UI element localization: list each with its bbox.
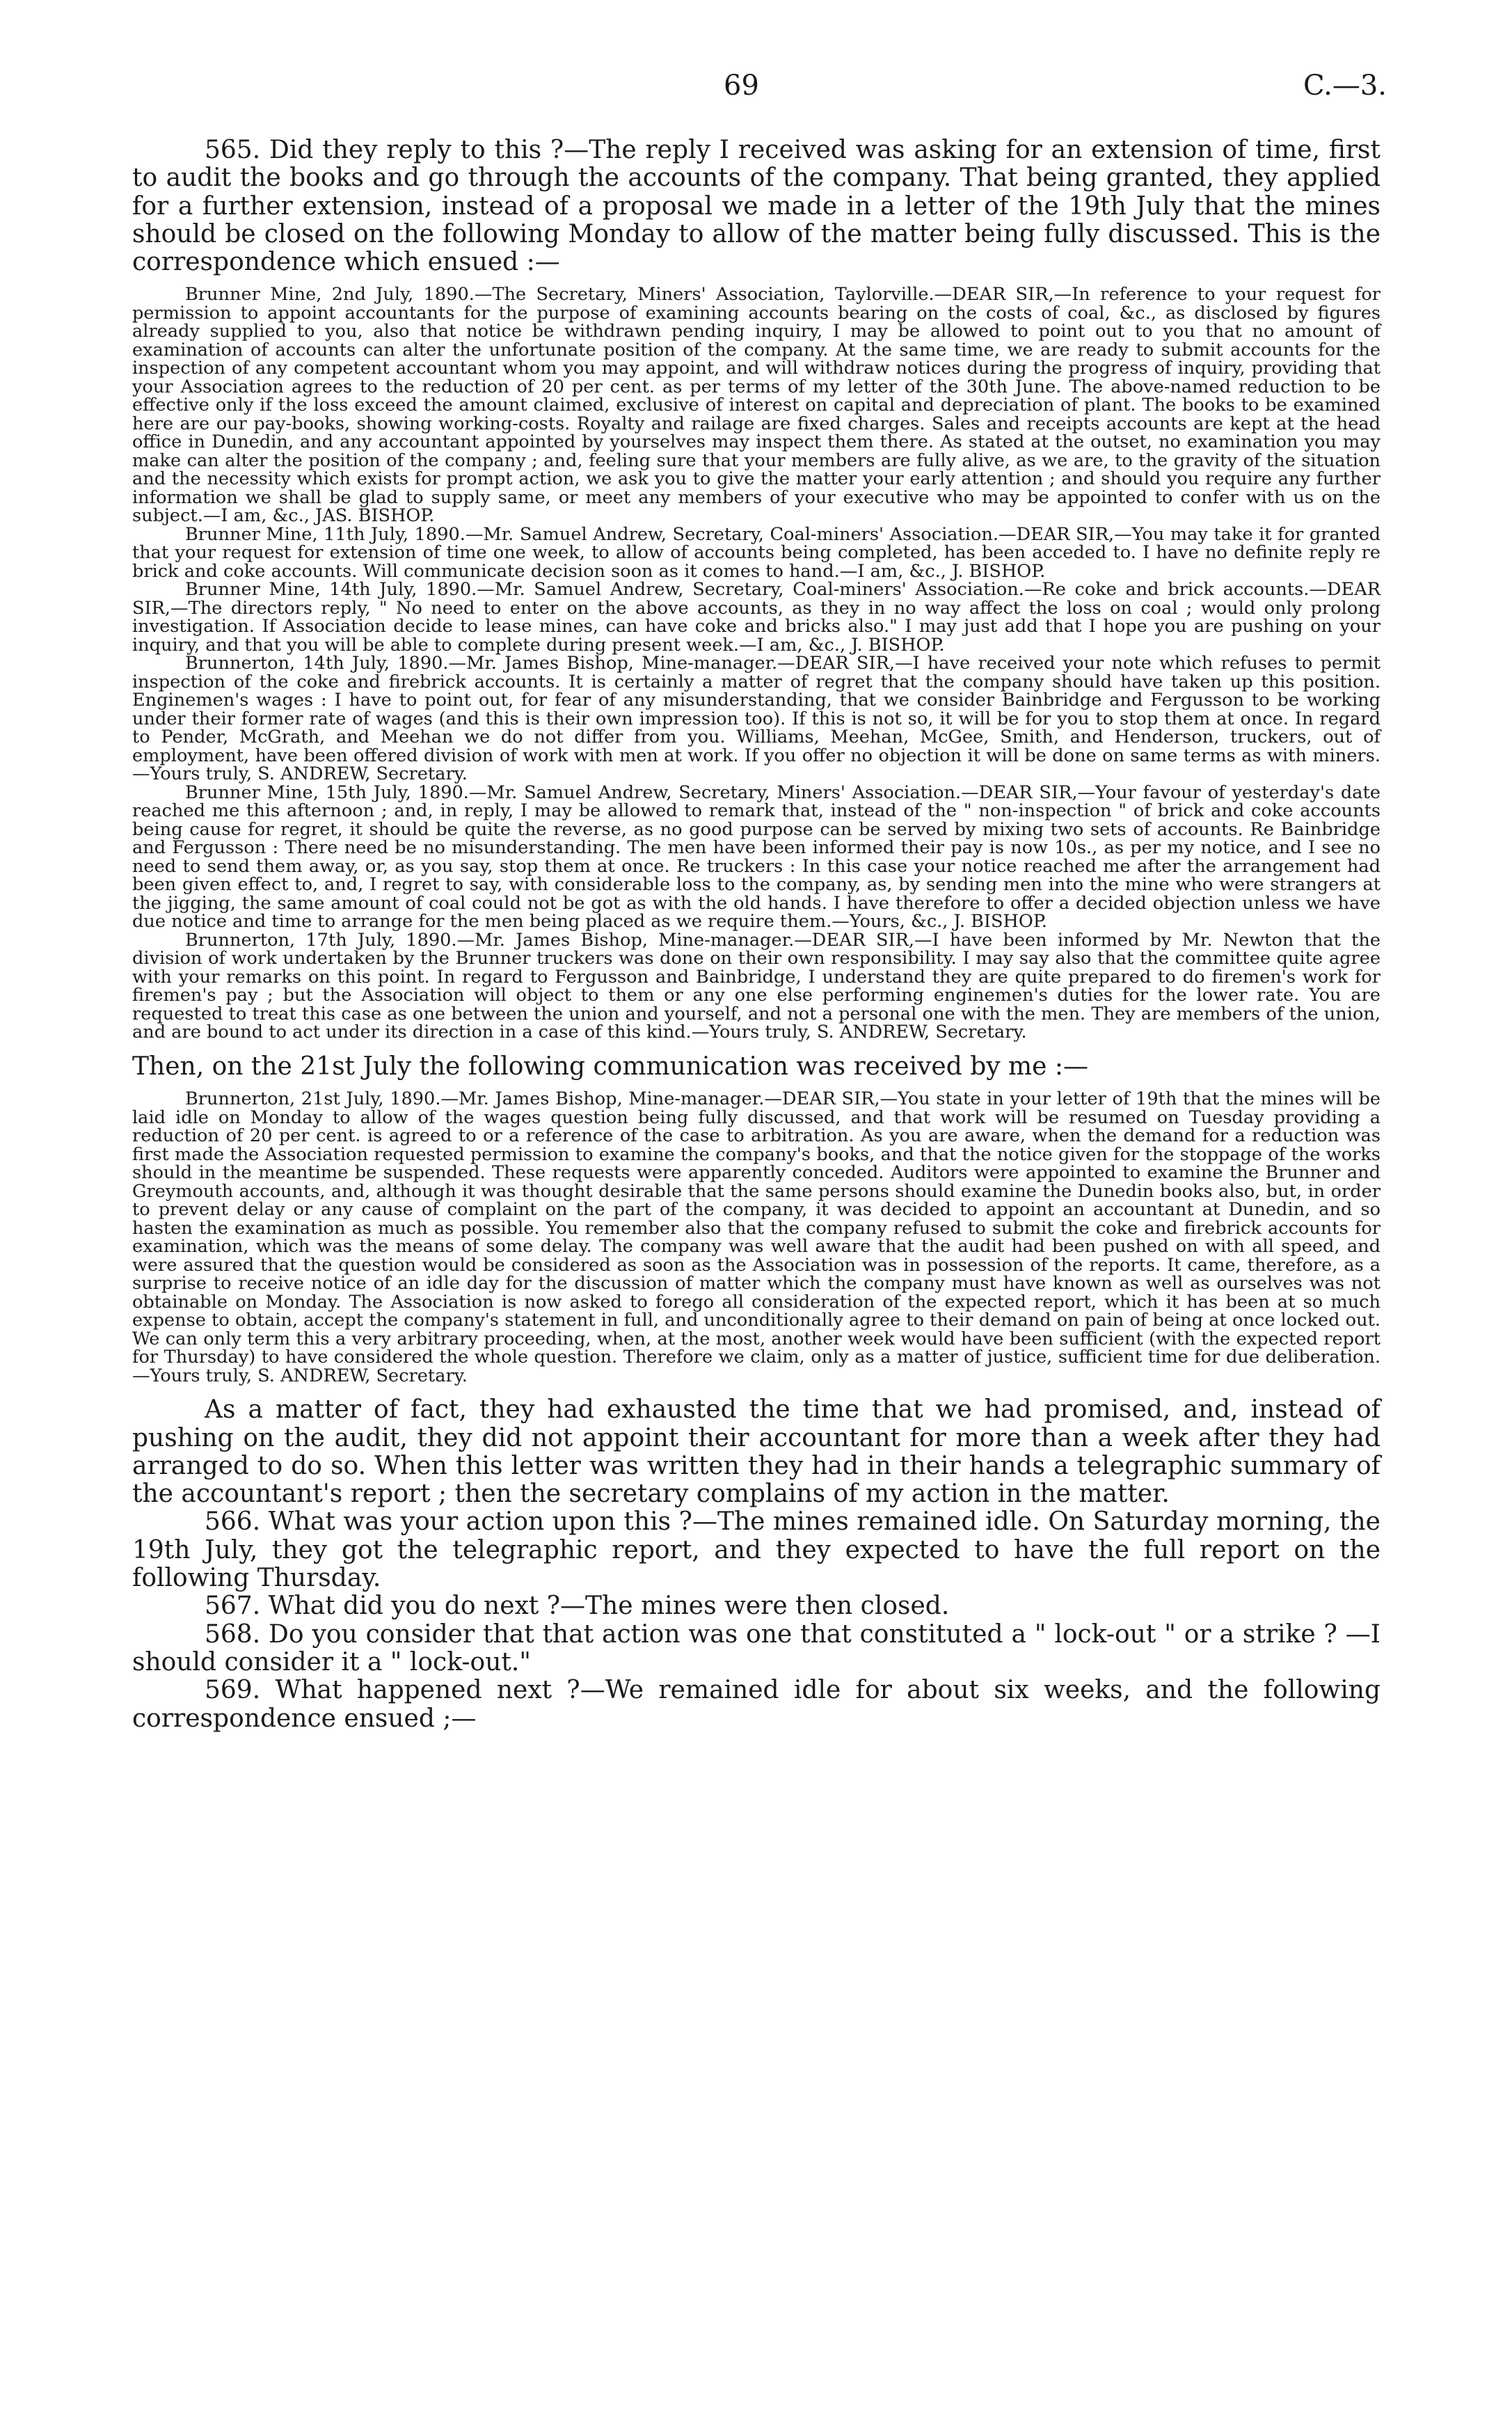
letter-17th-july: Brunnerton, 17th July, 1890.—Mr. James Bishop, Mine-manager.—DEAR SIR,—I have been informed by Mr. Newton that the division of work undertaken by the Brunner truckers was done on their own responsibility. I may say also that the committee quite agree with your remarks on this point. In regard to Fergusson and Bainbridge, I understand they are quite prepared to do firemen's work for firemen's pay ; but the Association will object to them or any one else performing enginemen's duties for the lower rate. You are requested to treat this case as one between the union and yourself, and not a personal one with the men. They are members of the union, and are bound to act under its direction in a case of this kind.—Yours truly, S. ANDREW, Secretary. <box>132 929 1380 1043</box>
letter-14th-july-bishop: Brunner Mine, 14th July, 1890.—Mr. Samuel Andrew, Secretary, Coal-miners' Association.—Re coke and brick accounts.—DEAR SIR,—The directors reply, " No need to enter on the above accounts, as they in no way affect the loss on coal ; would only prolong investigation. If Association decide to lease mines, can have coke and bricks also." I may just add that I hope you are pushing on your inquiry, and that you will be able to complete during present week.—I am, &c., J. BISHOP. <box>132 579 1380 656</box>
paragraph-568: 568. Do you consider that that action was one that constituted a " lock-out " or a strike ? —I should consider it a " lock-out." <box>132 1619 1380 1677</box>
document-reference: C.—3. <box>1303 70 1387 102</box>
paragraph-21st-july-intro: Then, on the 21st July the following communication was received by me :— <box>132 1052 1089 1081</box>
letter-15th-july: Brunner Mine, 15th July, 1890.—Mr. Samuel Andrew, Secretary, Miners' Association.—DEAR SIR,—Your favour of yesterday's date reached me this afternoon ; and, in reply, I may be allowed to remark that, instead of the " non-inspection " of brick and coke accounts being cause for regret, it should be quite the reverse, as no good purpose can be served by mixing two sets of accounts. Re Bainbridge and Fergusson : There need be no misunderstanding. The men have been informed their pay is now 10s., as per my notice, and I see no need to send them away, or, as you say, stop them at once. Re truckers : In this case your notice reached me after the arrangement had been given effect to, and, I regret to say, with considerable loss to the company, as, by sending men into the mine who were strangers at the jigging, the same amount of coal could not be got as with the old hands. I have therefore to offer a decided objection unless we have due notice and time to arrange for the men being placed as we require them.—Yours, &c., J. BISHOP. <box>132 782 1380 933</box>
letter-11th-july: Brunner Mine, 11th July, 1890.—Mr. Samuel Andrew, Secretary, Coal-miners' Association.—DEAR SIR,—You may take it for granted that your request for extension of time one week, to allow of accounts being completed, has been acceded to. I have no definite reply re brick and coke accounts. Will communicate decision soon as it comes to hand.—I am, &c., J. BISHOP. <box>132 523 1380 582</box>
paragraph-567: 567. What did you do next ?—The mines were then closed. <box>205 1592 950 1621</box>
paragraph-569: 569. What happened next ?—We remained idle for about six weeks, and the following correspondence ensued ;— <box>132 1676 1380 1733</box>
document-body <box>132 136 1380 1733</box>
paragraph-566: 566. What was your action upon this ?—The mines remained idle. On Saturday morning, the 19th July, they got the telegraphic report, and they expected to have the full report on the following Thursday. <box>132 1507 1380 1593</box>
paragraph-565: 565. Did they reply to this ?—The reply I received was asking for an extension of time, first to audit the books and go through the accounts of the company. That being granted, they applied for a further extension, instead of a proposal we made in a letter of the 19th July that the mines should be closed on the following Monday to allow of the matter being fully discussed. This is the correspondence which ensued :— <box>132 136 1380 277</box>
letter-14th-july-andrew: Brunnerton, 14th July, 1890.—Mr. James Bishop, Mine-manager.—DEAR SIR,—I have received your note which refuses to permit inspection of the coke and firebrick accounts. It is certainly a matter of regret that the company should have taken up this position. Enginemen's wages : I have to point out, for fear of any misunderstanding, that we consider Bainbridge and Fergusson to be working under their former rate of wages (and this is their own impression too). If this is not so, it will be for you to stop them at once. In regard to Pender, McGrath, and Meehan we do not differ from you. Williams, Meehan, McGee, Smith, and Henderson, truckers, out of employment, have been offered division of work with men at work. If you offer no objection it will be done on same terms as with miners.—Yours truly, S. ANDREW, Secretary. <box>132 653 1380 785</box>
paragraph-matter-of-fact: As a matter of fact, they had exhausted the time that we had promised, and, instead of pushing on the audit, they did not appoint their accountant for more than a week after they had arranged to do so. When this letter was written they had in their hands a telegraphic summary of the accountant's report ; then the secretary complains of my action in the matter. <box>132 1395 1380 1509</box>
letter-2nd-july: Brunner Mine, 2nd July, 1890.—The Secretary, Miners' Association, Taylorville.—DEAR SIR,—In reference to your request for permission to appoint accountants for the purpose of examining accounts bearing on the costs of coal, &c., as disclosed by figures already supplied to you, also that notice be withdrawn pending inquiry, I may be allowed to point out to you that no amount of examination of accounts can alter the unfortunate position of the company. At the same time, we are ready to submit accounts for the inspection of any competent accountant whom you may appoint, and will withdraw notices during the progress of inquiry, providing that your Association agrees to the reduction of 20 per cent. as per terms of my letter of the 30th June. The above-named reduction to be effective only if the loss exceed the amount claimed, exclusive of interest on capital and depreciation of plant. The books to be examined here are our pay-books, showing working-costs. Royalty and railage are fixed charges. Sales and receipts accounts are kept at the head office in Dunedin, and any accountant appointed by yourselves may inspect them there. As stated at the outset, no examination you may make can alter the position of the company ; and, feeling sure that your members are fully alive, as we are, to the gravity of the situation and the necessity which exists for prompt action, we ask you to give the matter your early attention ; and should you require any further information we shall be glad to supply same, or meet any members of your executive who may be appointed to confer with us on the subject.—I am, &c., JAS. BISHOP. <box>132 284 1380 527</box>
letter-21st-july: Brunnerton, 21st July, 1890.—Mr. James Bishop, Mine-manager.—DEAR SIR,—You state in your letter of 19th that the mines will be laid idle on Monday to allow of the wages question being fully discussed, and that work will be resumed on Tuesday providing a reduction of 20 per cent. is agreed to or a reference of the case to arbitration. As you are aware, when the demand for a reduction was first made the Association requested permission to examine the company's books, and that the notice given for the stoppage of the works should in the meantime be suspended. These requests were apparently conceded. Auditors were appointed to examine the Brunner and Greymouth accounts, and, although it was thought desirable that the same persons should examine the Dunedin books also, but, in order to prevent delay or any cause of complaint on the part of the company, it was decided to appoint an accountant at Dunedin, and so hasten the examination as much as possible. You remember also that the company refused to submit the coke and firebrick accounts for examination, which was the means of some delay. The company was well aware that the audit had been pushed on with all speed, and were assured that the question would be considered as soon as the Association was in possession of the reports. It came, therefore, as a surprise to receive notice of an idle day for the discussion of matter which the company must have known as well as ourselves was not obtainable on Monday. The Association is now asked to forego all consideration of the expected report, which it has been at so much expense to obtain, accept the company's statement in full, and unconditionally agree to their demand on pain of being at once locked out. We can only term this a very arbitrary proceeding, when, at the most, another week would have been sufficient (with the expected report for Thursday) to have considered the whole question. Therefore we claim, only as a matter of justice, sufficient time for due deliberation.—Yours truly, S. ANDREW, Secretary. <box>132 1088 1380 1386</box>
page-number: 69 <box>724 70 759 102</box>
